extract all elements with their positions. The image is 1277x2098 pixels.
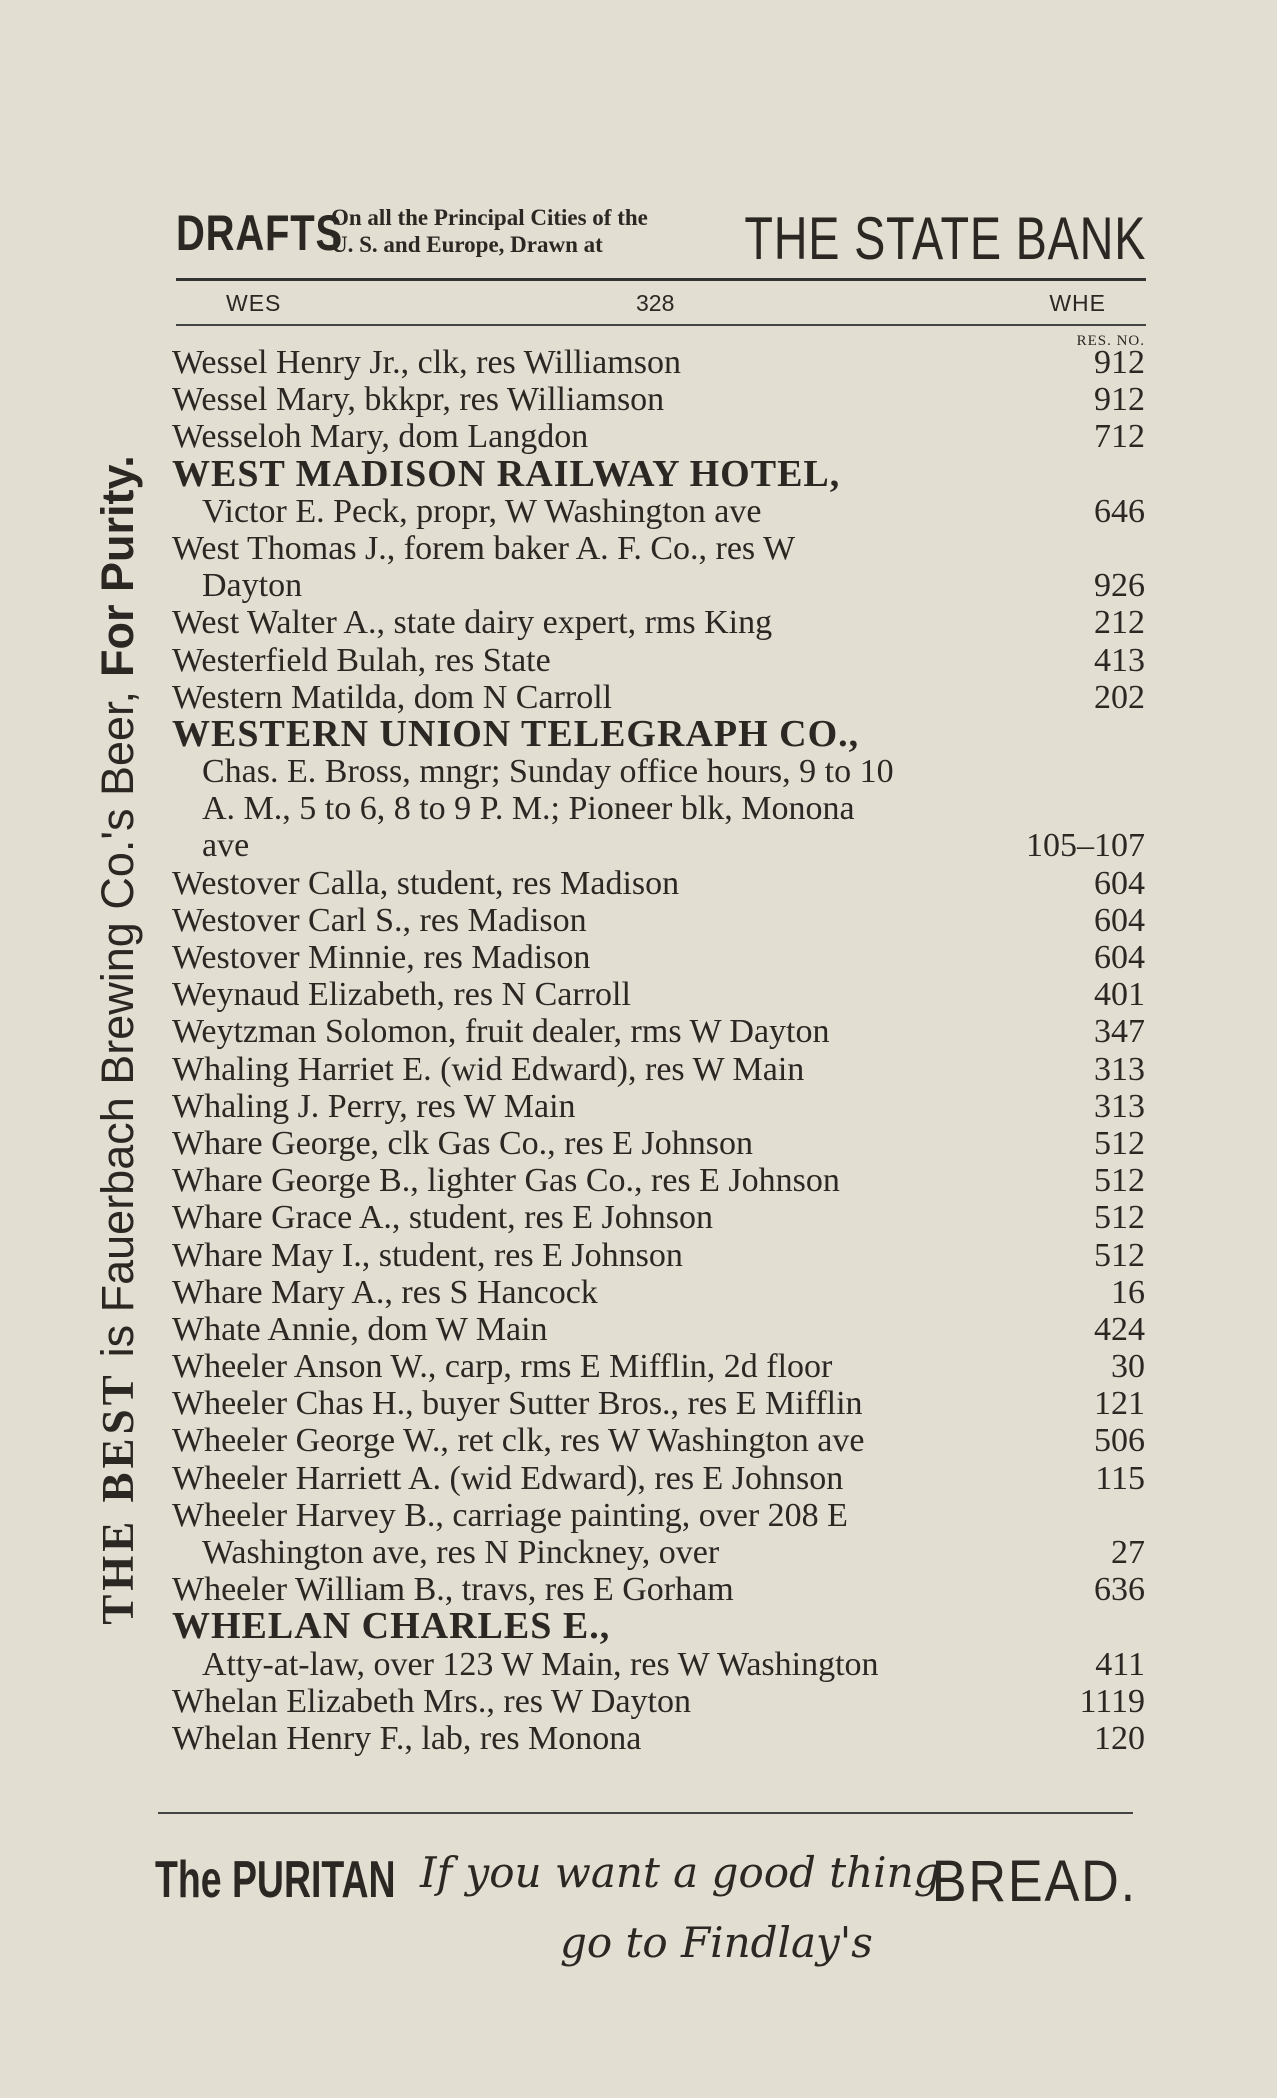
- entry-text: Wessel Mary, bkkpr, res Williamson: [172, 381, 665, 419]
- entry-res-number: 313: [1094, 1087, 1145, 1125]
- directory-entry: [160, 1534, 1145, 1571]
- entry-text: Dayton: [202, 567, 303, 605]
- directory-entry: [160, 1125, 1145, 1162]
- entry-res-number: 506: [1094, 1422, 1145, 1460]
- entry-text: Whare Mary A., res S Hancock: [172, 1273, 598, 1311]
- side-text-part1: THE BEST: [93, 1371, 143, 1625]
- entry-res-number: 512: [1094, 1236, 1145, 1274]
- directory-entry: [160, 1162, 1145, 1199]
- entry-text: WEST MADISON RAILWAY HOTEL,: [172, 452, 841, 495]
- footer-rule: [158, 1812, 1133, 1814]
- directory-entry: [160, 827, 1145, 864]
- directory-entry: [160, 1237, 1145, 1274]
- directory-entry: [160, 1311, 1145, 1348]
- entry-res-number: 30: [1111, 1348, 1145, 1386]
- directory-entry: [160, 1051, 1145, 1088]
- entry-text: Whaling J. Perry, res W Main: [172, 1087, 576, 1125]
- entry-text: Wheeler Harriett A. (wid Edward), res E Johnson: [172, 1459, 844, 1497]
- column-label: RES. NO.: [1076, 333, 1145, 349]
- directory-entry: [160, 604, 1145, 641]
- entry-text: Westover Carl S., res Madison: [172, 901, 587, 939]
- directory-entry: [160, 530, 1145, 567]
- entry-text: Washington ave, res N Pinckney, over: [202, 1534, 720, 1571]
- directory-entry: [160, 753, 1145, 790]
- directory-entry: [160, 790, 1145, 827]
- entry-text: Whare May I., student, res E Johnson: [172, 1236, 683, 1274]
- entry-text: Wesseloh Mary, dom Langdon: [172, 418, 589, 456]
- directory-entry: [160, 1683, 1145, 1720]
- entry-text: Whare Grace A., student, res E Johnson: [172, 1199, 714, 1237]
- ad-middle-text: [331, 204, 648, 258]
- entry-res-number: 604: [1094, 901, 1145, 939]
- directory-entry: [160, 1274, 1145, 1311]
- entry-res-number: 646: [1094, 492, 1145, 530]
- entry-text: Atty-at-law, over 123 W Main, res W Washington: [202, 1645, 879, 1683]
- entry-res-number: 604: [1094, 939, 1145, 976]
- directory-entry: [160, 902, 1145, 939]
- directory-entry: [160, 567, 1145, 604]
- entry-res-number: 512: [1094, 1199, 1145, 1237]
- entry-text: Wessel Henry Jr., clk, res Williamson: [172, 344, 681, 381]
- entry-text: Whaling Harriet E. (wid Edward), res W Main: [172, 1050, 805, 1088]
- directory-entry: [160, 1646, 1145, 1683]
- entry-res-number: 115: [1095, 1459, 1145, 1497]
- entry-text: Wheeler Anson W., carp, rms E Mifflin, 2d floor: [172, 1348, 833, 1386]
- entry-res-number: 926: [1094, 567, 1145, 605]
- entry-text: ave: [202, 827, 250, 865]
- entry-text: WESTERN UNION TELEGRAPH CO.,: [172, 712, 860, 755]
- entry-res-number: 120: [1094, 1719, 1145, 1757]
- footer-script-line1: If you want a good thing: [420, 1848, 941, 1897]
- directory-entry: [160, 712, 1145, 755]
- entry-text: WHELAN CHARLES E.,: [172, 1605, 611, 1648]
- directory-entry: [160, 976, 1145, 1013]
- entry-res-number: 512: [1094, 1162, 1145, 1200]
- entry-res-number: 1119: [1079, 1682, 1145, 1720]
- entry-text: Wheeler Harvey B., carriage painting, over 208 E: [172, 1496, 848, 1534]
- entry-res-number: 27: [1111, 1534, 1145, 1571]
- entry-text: Wheeler Chas H., buyer Sutter Bros., res E Mifflin: [172, 1385, 863, 1423]
- entry-text: Whelan Henry F., lab, res Monona: [172, 1719, 642, 1757]
- entry-text: Chas. E. Bross, mngr; Sunday office hours, 9 to 10: [202, 753, 894, 791]
- directory-entry: [160, 1422, 1145, 1459]
- entry-res-number: 604: [1094, 864, 1145, 902]
- entry-text: Wheeler George W., ret clk, res W Washington ave: [172, 1422, 865, 1460]
- directory-entry: [160, 493, 1145, 530]
- entry-res-number: 401: [1094, 976, 1145, 1014]
- entry-res-number: 912: [1094, 344, 1145, 381]
- directory-entry: [160, 1199, 1145, 1236]
- directory-entry: [160, 679, 1145, 716]
- directory-entry: [160, 418, 1145, 455]
- directory-entry: [160, 452, 1145, 495]
- entry-res-number: 212: [1094, 604, 1145, 642]
- directory-entries: [160, 344, 1145, 1757]
- directory-entry: [160, 344, 1145, 381]
- entry-res-number: 512: [1094, 1124, 1145, 1162]
- directory-entry: [160, 1571, 1145, 1608]
- side-text-part2: is Fauerbach Brewing Co.'s Beer,: [92, 690, 143, 1358]
- directory-entry: [160, 1605, 1145, 1648]
- directory-entry: [160, 1720, 1145, 1757]
- entry-text: Western Matilda, dom N Carroll: [172, 678, 613, 716]
- entry-res-number: 202: [1094, 678, 1145, 716]
- footer-bread: BREAD.: [931, 1849, 1137, 1914]
- entry-res-number: 16: [1111, 1273, 1145, 1311]
- directory-entry: [160, 642, 1145, 679]
- entry-text: Whare George, clk Gas Co., res E Johnson: [172, 1124, 754, 1162]
- entry-res-number: 712: [1094, 418, 1145, 456]
- entry-res-number: 121: [1094, 1385, 1145, 1423]
- directory-entry: [160, 1460, 1145, 1497]
- entry-res-number: 347: [1094, 1013, 1145, 1051]
- entry-text: Westover Minnie, res Madison: [172, 939, 591, 976]
- entry-res-number: 636: [1094, 1571, 1145, 1609]
- entry-text: Whate Annie, dom W Main: [172, 1310, 548, 1348]
- directory-entry: [160, 381, 1145, 418]
- footer-script-line2: go to Findlay's: [560, 1918, 873, 1967]
- ad-middle-line2: U. S. and Europe, Drawn at: [331, 232, 603, 257]
- entry-text: Victor E. Peck, propr, W Washington ave: [202, 492, 762, 530]
- running-head: [176, 282, 1146, 326]
- entry-text: West Thomas J., forem baker A. F. Co., res W: [172, 529, 796, 567]
- entry-text: Whare George B., lighter Gas Co., res E Johnson: [172, 1162, 840, 1200]
- entry-text: Whelan Elizabeth Mrs., res W Dayton: [172, 1682, 691, 1720]
- entry-text: Wheeler William B., travs, res E Gorham: [172, 1571, 734, 1609]
- entry-res-number: 413: [1094, 641, 1145, 679]
- entry-text: Westerfield Bulah, res State: [172, 641, 551, 679]
- entry-res-number: 424: [1094, 1310, 1145, 1348]
- entry-text: Weytzman Solomon, fruit dealer, rms W Dayton: [172, 1013, 830, 1051]
- directory-entry: [160, 1013, 1145, 1050]
- entry-res-number: 411: [1095, 1645, 1145, 1683]
- ad-bank-name: THE STATE BANK: [744, 205, 1146, 272]
- directory-entry: [160, 939, 1145, 976]
- directory-entry: [160, 1497, 1145, 1534]
- page-number: 328: [636, 290, 675, 316]
- ad-drafts: DRAFTS: [176, 205, 344, 261]
- side-text-part3: For Purity.: [92, 455, 143, 677]
- entry-text: Westover Calla, student, res Madison: [172, 864, 680, 902]
- top-advertisement: [176, 198, 1146, 281]
- entry-res-number: 313: [1094, 1050, 1145, 1088]
- entry-text: West Walter A., state dairy expert, rms King: [172, 604, 773, 642]
- ad-middle-line1: On all the Principal Cities of the: [331, 205, 648, 230]
- directory-entry: [160, 1088, 1145, 1125]
- entry-text: A. M., 5 to 6, 8 to 9 P. M.; Pioneer blk, Monona: [202, 790, 855, 828]
- directory-entry: [160, 1348, 1145, 1385]
- directory-entry: [160, 1385, 1145, 1422]
- entry-res-number: 105–107: [1026, 827, 1145, 865]
- running-head-right: WHE: [1049, 290, 1106, 316]
- footer-puritan: The PURITAN: [155, 1851, 396, 1909]
- entry-res-number: 912: [1094, 381, 1145, 419]
- entry-text: Weynaud Elizabeth, res N Carroll: [172, 976, 631, 1014]
- directory-entry: [160, 865, 1145, 902]
- running-head-left: WES: [226, 290, 282, 316]
